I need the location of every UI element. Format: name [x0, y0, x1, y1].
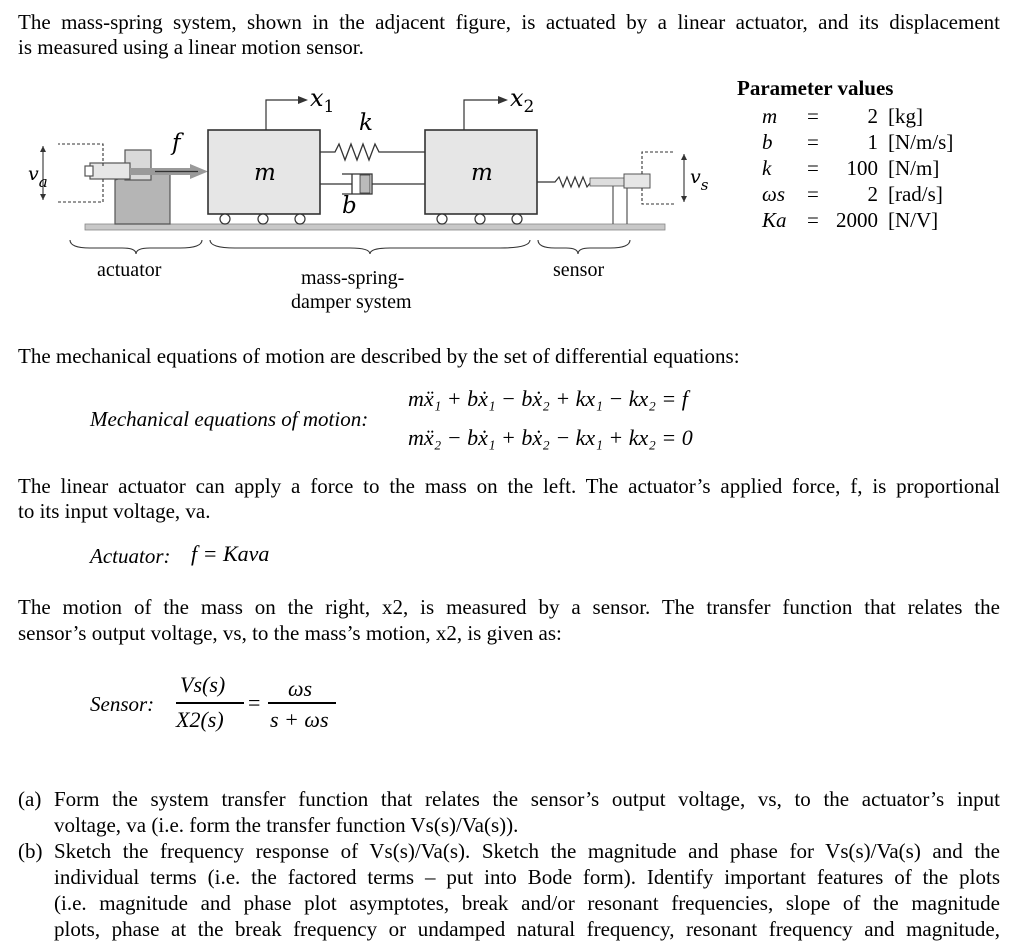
sensor-rod: [590, 178, 626, 186]
param-eq: =: [807, 182, 819, 206]
mass-2-wheels: [437, 214, 522, 224]
sensor-denominator-left: X2(s): [176, 707, 224, 732]
label-actuator: actuator: [97, 259, 162, 281]
x1-label: $x_1$: [310, 84, 335, 117]
param-value: 100: [846, 156, 878, 180]
mechanical-intro: The mechanical equations of motion are described by the set of differential equations:: [18, 344, 740, 368]
param-name: b: [762, 130, 773, 154]
mechanical-equation-2: mẍ₂ − bẋ₁ + bẋ₂ − kx₁ + kx₂ = 0: [408, 425, 693, 450]
sensor-fraction-bar-right: [268, 702, 336, 704]
brace-system: [210, 240, 530, 254]
question-line: voltage, va (i.e. form the transfer function Vs(s)/Va(s)).: [54, 813, 519, 837]
force-f-label: f: [172, 130, 181, 156]
sensor-equals: =: [248, 690, 261, 715]
sensor-numerator-left: Vs(s): [180, 672, 226, 697]
damper-b: [320, 174, 425, 194]
param-value: 2: [867, 182, 878, 206]
question-line: plots, phase at the break frequency or undamped natural frequency, resonant frequency and magnitude,: [54, 917, 1000, 941]
sensor-label: Sensor:: [90, 692, 155, 716]
actuator-text-line-2: to its input voltage, va.: [18, 499, 211, 523]
param-unit: [rad/s]: [888, 182, 943, 206]
x2-indicator: [464, 100, 500, 130]
question-label: (a): [18, 787, 42, 811]
brace-sensor: [538, 240, 630, 254]
intro-line-1: The mass-spring system, shown in the adjacent figure, is actuated by a linear actuator, and its displacement: [18, 10, 1000, 34]
mechanical-label: Mechanical equations of motion:: [90, 407, 369, 431]
param-value: 2000: [836, 208, 878, 232]
actuator-equation: f = Kava: [191, 541, 270, 566]
sensor-fraction-bar-left: [176, 702, 244, 704]
label-system-line-1: mass-spring-: [301, 267, 405, 289]
vs-label: $v_s$: [690, 166, 709, 194]
mass-1-wheels: [220, 214, 305, 224]
sensor-text-line-1: The motion of the mass on the right, x2, is measured by a sensor. The transfer function that relates the: [18, 595, 1000, 619]
spring-k: [320, 144, 425, 160]
label-sensor: sensor: [553, 259, 605, 281]
x2-label: $x_2$: [510, 84, 535, 117]
damper-b-label: b: [342, 193, 357, 219]
brace-actuator: [70, 240, 202, 254]
va-label: $v_a$: [28, 163, 48, 191]
question-line: Form the system transfer function that relates the sensor’s output voltage, vs, to the actuator’s input: [54, 787, 1000, 811]
question-line: individual terms (i.e. the factored terms – put into Bode form). Identify important features of the plots: [54, 865, 1000, 889]
param-unit: [N/m/s]: [888, 130, 954, 154]
spring-k-label: k: [359, 110, 373, 136]
ground-surface: [85, 224, 665, 230]
sensor-body: [613, 186, 627, 224]
x1-indicator: [266, 100, 300, 130]
mass-2-label: m: [471, 160, 493, 186]
mass-1-label: m: [254, 160, 276, 186]
param-eq: =: [807, 130, 819, 154]
param-eq: =: [807, 156, 819, 180]
sensor-denominator-right: s + ωs: [270, 707, 329, 732]
question-line: (i.e. magnitude and phase plot asymptotes, break and/or resonant frequencies, slope of the magnitude: [54, 891, 1000, 915]
param-name: m: [762, 104, 778, 128]
actuator-body: [85, 150, 170, 224]
param-name: Ka: [762, 208, 787, 232]
parameter-values-title: Parameter values: [737, 76, 894, 100]
question-b: [18, 838, 1000, 942]
param-name: k: [762, 156, 772, 180]
param-eq: =: [807, 104, 819, 128]
mechanical-equation-1: mẍ₁ + bẋ₁ − bẋ₂ + kx₁ − kx₂ = f: [408, 386, 688, 411]
param-value: 2: [867, 104, 878, 128]
param-value: 1: [867, 130, 878, 154]
param-eq: =: [807, 208, 819, 232]
actuator-label: Actuator:: [90, 544, 171, 568]
param-unit: [N/m]: [888, 156, 940, 180]
actuator-text-line-1: The linear actuator can apply a force to the mass on the left. The actuator’s applied force, f, is proportional: [18, 474, 1000, 498]
question-a: [18, 786, 1000, 838]
param-name: ωs: [762, 182, 785, 206]
param-unit: [kg]: [888, 104, 923, 128]
sensor-numerator-right: ωs: [288, 676, 313, 701]
intro-line-2: is measured using a linear motion sensor.: [18, 35, 364, 59]
sensor-text-line-2: sensor’s output voltage, vs, to the mass’s motion, x2, is given as:: [18, 621, 562, 645]
param-unit: [N/V]: [888, 208, 939, 232]
question-label: (b): [18, 839, 43, 863]
question-line: Sketch the frequency response of Vs(s)/Va(s). Sketch the magnitude and phase for Vs(s)/Va(s) and the: [54, 839, 1000, 863]
label-system-line-2: damper system: [291, 291, 412, 313]
